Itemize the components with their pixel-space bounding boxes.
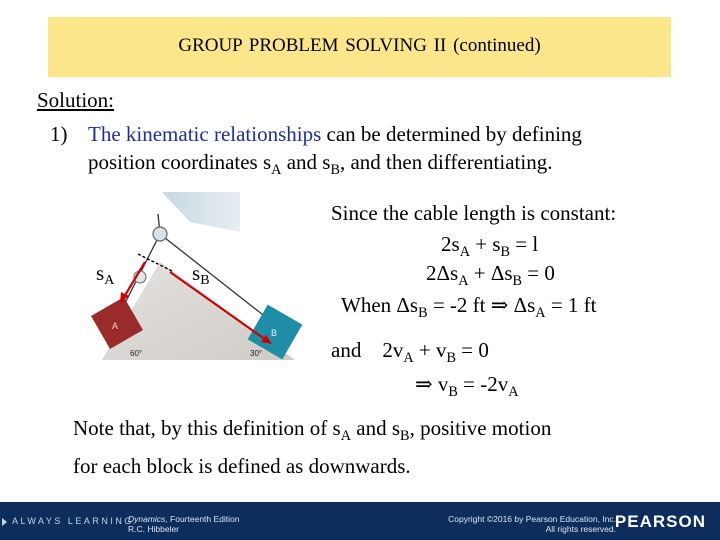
- step-text-b1: position coordinates s: [88, 150, 272, 174]
- eq4-term-a: 2v: [382, 338, 404, 362]
- copyright-line-1: Copyright ©2016 by Pearson Education, Inc.: [448, 514, 616, 524]
- eq1-sub-a: A: [459, 244, 470, 261]
- block-b-label: B: [271, 328, 278, 338]
- note-sub-a: A: [340, 428, 352, 445]
- step-text-b2: and s: [281, 150, 331, 174]
- eq2-term-c: = 0: [522, 261, 555, 285]
- eq1-term-b: + s: [470, 232, 501, 256]
- book-title: Dynamics: [128, 514, 166, 524]
- copyright-line-2: All rights reserved.: [545, 524, 616, 534]
- book-edition: , Fourteenth Edition: [165, 514, 240, 524]
- eq4-term-b: + v: [413, 338, 447, 362]
- eq2-sub-b: B: [512, 273, 523, 290]
- eq2-term-b: + Δs: [468, 261, 513, 285]
- equation-when: [341, 293, 597, 322]
- eq1-sub-b: B: [500, 244, 511, 261]
- equation-displacement: [426, 261, 555, 290]
- equation-position: [441, 232, 538, 261]
- support-bracket: [162, 192, 240, 232]
- arrow-icon: [2, 518, 7, 526]
- eq2-term-a: 2Δs: [426, 261, 459, 285]
- eq1-term-c: = l: [510, 232, 539, 256]
- pulley: [153, 227, 167, 241]
- subscript-a: A: [271, 162, 282, 179]
- note-paragraph: [73, 413, 673, 481]
- kinematic-term: The kinematic relationships: [88, 122, 322, 146]
- step-1: [50, 120, 670, 184]
- cable-length-statement: Since the cable length is constant:: [331, 201, 617, 225]
- eq5-term-b: = -2v: [457, 372, 509, 396]
- eq2-sub-a: A: [458, 273, 469, 290]
- eq3-sub-a: B: [418, 305, 428, 322]
- eq3-term-b: = -2 ft ⇒ Δs: [427, 293, 536, 317]
- eq5-sub-b: A: [508, 384, 519, 401]
- subscript-b: B: [330, 162, 340, 179]
- figure-drawing: [80, 192, 320, 392]
- footer-bar: [0, 502, 720, 540]
- eq5-sub-a: B: [448, 384, 458, 401]
- equation-velocity-result: [415, 372, 519, 401]
- solution-heading: Solution:: [37, 88, 115, 112]
- pulley-blocks-figure: [80, 192, 320, 392]
- label-sB: sB: [192, 261, 210, 288]
- label-sA: sA: [96, 261, 115, 288]
- note-line-2: for each block is defined as downwards.: [73, 454, 411, 479]
- note-sub-b: B: [400, 428, 410, 445]
- note-text-2: and s: [351, 416, 401, 440]
- eq3-term-c: = 1 ft: [545, 293, 597, 317]
- equation-velocity: [331, 338, 489, 367]
- slide-title: GROUP PROBLEM SOLVING II (continued): [178, 35, 541, 56]
- block-a-label: A: [112, 321, 119, 331]
- angle-left-label: 60°: [130, 349, 143, 358]
- eq4-sub-b: B: [446, 350, 456, 367]
- eq5-term-a: ⇒ v: [415, 372, 449, 396]
- eq1-term-a: 2s: [441, 232, 460, 256]
- step-text-a: can be determined by defining: [321, 122, 582, 146]
- book-info: [128, 514, 240, 534]
- copyright-notice: [448, 514, 616, 534]
- eq3-term-a: When Δs: [341, 293, 419, 317]
- book-author: R.C. Hibbeler: [128, 524, 180, 534]
- pearson-logo: PEARSON: [614, 512, 706, 531]
- always-learning-brand: ALWAYS LEARNING: [12, 516, 134, 526]
- eq4-sub-a: A: [403, 350, 414, 367]
- angle-right-label: 30°: [250, 349, 263, 358]
- eq4-term-c: = 0: [456, 338, 489, 362]
- step-text-b3: , and then differentiating.: [339, 150, 553, 174]
- eq4-and: and: [331, 338, 362, 362]
- title-banner: [48, 17, 671, 77]
- note-text-3: , positive motion: [409, 416, 552, 440]
- eq3-sub-b: A: [535, 305, 546, 322]
- step-number: 1): [50, 122, 68, 146]
- note-text-1: Note that, by this definition of s: [73, 416, 341, 440]
